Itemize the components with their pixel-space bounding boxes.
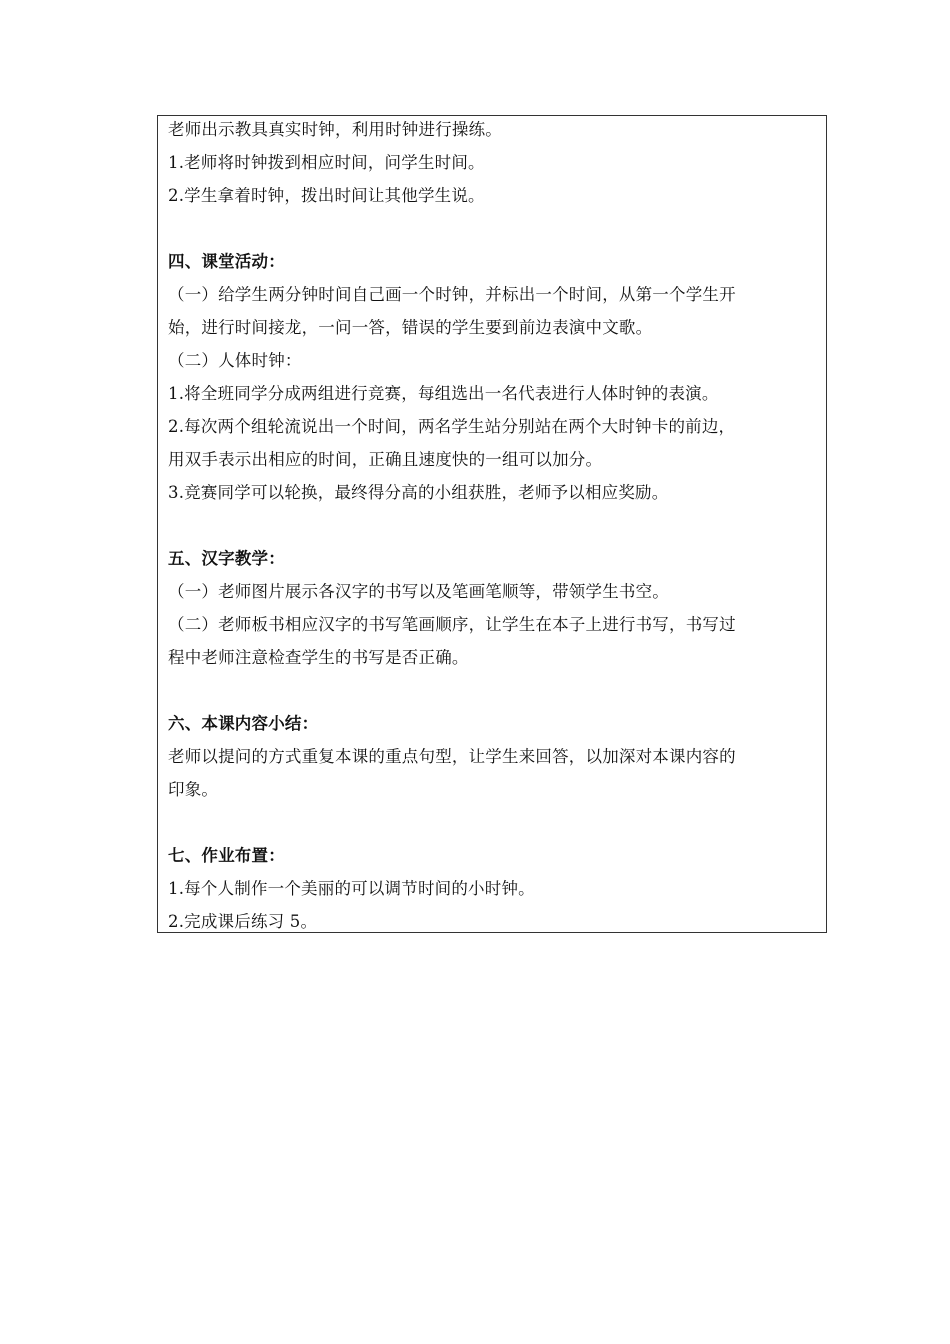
text-line: 1.每个人制作一个美丽的可以调节时间的小时钟。 (168, 879, 535, 898)
text-line: 老师出示教具真实时钟，利用时钟进行操练。 (168, 120, 502, 139)
text-line: 2.完成课后练习 5。 (168, 912, 318, 931)
text-line: 老师以提问的方式重复本课的重点句型，让学生来回答，以加深对本课内容的 (168, 747, 736, 766)
section-heading-homework: 七、作业布置： (168, 846, 285, 865)
text-line: 印象。 (168, 780, 219, 799)
text-line: （二）老师板书相应汉字的书写笔画顺序，让学生在本子上进行书写，书写过 (168, 615, 736, 634)
text-line: 2.学生拿着时钟，拨出时间让其他学生说。 (168, 186, 485, 205)
section-heading-summary: 六、本课内容小结： (168, 714, 319, 733)
text-line: （一）给学生两分钟时间自己画一个时钟，并标出一个时间，从第一个学生开 (168, 285, 736, 304)
text-line: 用双手表示出相应的时间，正确且速度快的一组可以加分。 (168, 450, 603, 469)
lesson-plan-table-cell (157, 115, 827, 933)
text-line: 1.老师将时钟拨到相应时间，问学生时间。 (168, 153, 485, 172)
text-line: （一）老师图片展示各汉字的书写以及笔画笔顺等，带领学生书空。 (168, 582, 669, 601)
text-line: 2.每次两个组轮流说出一个时间，两名学生站分别站在两个大时钟卡的前边， (168, 417, 736, 436)
text-line: 3.竞赛同学可以轮换，最终得分高的小组获胜，老师予以相应奖励。 (168, 483, 669, 502)
text-line: 1.将全班同学分成两组进行竞赛，每组选出一名代表进行人体时钟的表演。 (168, 384, 719, 403)
text-line: 程中老师注意检查学生的书写是否正确。 (168, 648, 469, 667)
text-line: （二）人体时钟： (168, 351, 302, 370)
section-heading-classroom-activity: 四、课堂活动： (168, 252, 285, 271)
section-heading-character-teaching: 五、汉字教学： (168, 549, 285, 568)
text-line: 始，进行时间接龙，一问一答，错误的学生要到前边表演中文歌。 (168, 318, 653, 337)
